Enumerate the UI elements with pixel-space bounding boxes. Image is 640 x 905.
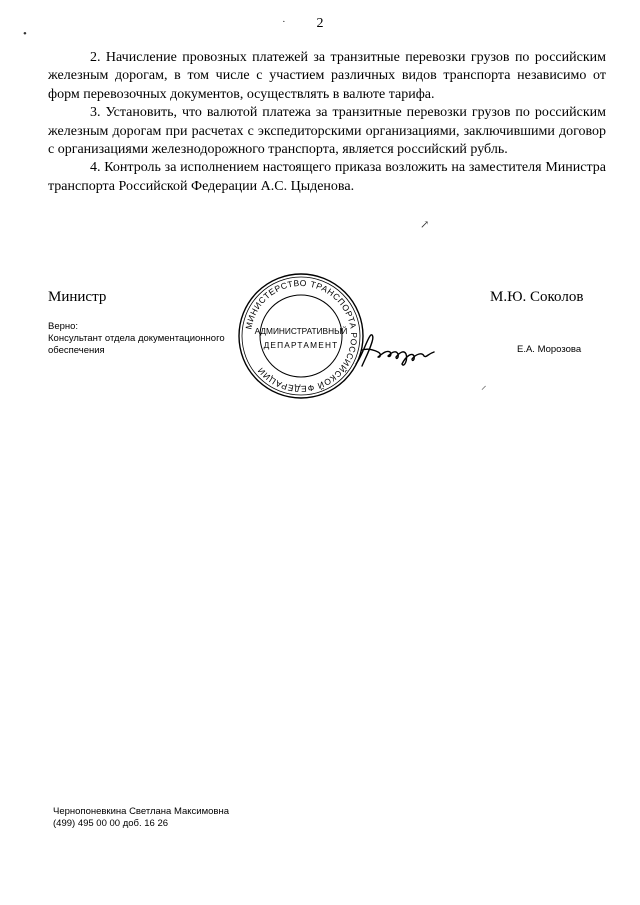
stamp-center-line2: ДЕПАРТАМЕНТ — [263, 340, 339, 350]
handwritten-signature — [352, 328, 438, 372]
certifier-name: Е.А. Морозова — [517, 344, 582, 355]
pen-mark: ↗ — [420, 219, 430, 231]
page-number: 2 — [316, 16, 324, 31]
scan-mark: • — [23, 28, 27, 40]
executor-phone: (499) 495 00 00 доб. 16 26 — [53, 818, 169, 829]
minister-title: Министр — [48, 289, 107, 305]
scan-mark: · — [282, 16, 286, 28]
stamp-center-line1: АДМИНИСТРАТИВНЫЙ — [254, 326, 348, 336]
paragraph-4: 4. Контроль за исполнением настоящего приказа возложить на заместителя Министра транспорта Российской Федерации А.С. Цыденова. — [48, 160, 606, 194]
paragraph-2: 2. Начисление провозных платежей за транзитные перевозки грузов по российским железным дорогам, в том числе с участием различных видов транспорта независимо от форм перевозочных документов, осуществлять в валюте тарифа. — [48, 50, 606, 102]
stamp-ring-text: МИНИСТЕРСТВО ТРАНСПОРТА РОССИЙСКОЙ ФЕДЕРАЦИИ — [243, 277, 360, 395]
order-body — [48, 49, 606, 196]
certification-block — [48, 321, 248, 357]
executor-block — [53, 806, 229, 830]
certification-label: Верно: — [48, 321, 79, 332]
executor-name: Чернопоневкина Светлана Максимовна — [53, 806, 229, 817]
pen-mark: ⸝ — [481, 380, 487, 392]
paragraph-3: 3. Установить, что валютой платежа за транзитные перевозки грузов по российским железным дорогам при расчетах с экспедиторскими организациями, заключившими договор с организациями железнодорожного транспорта, является российский рубль. — [48, 105, 606, 158]
certification-position-line1: Консультант отдела документационного — [48, 333, 225, 344]
minister-name: М.Ю. Соколов — [490, 289, 584, 305]
certification-position-line2: обеспечения — [48, 345, 105, 356]
official-stamp — [236, 271, 366, 401]
